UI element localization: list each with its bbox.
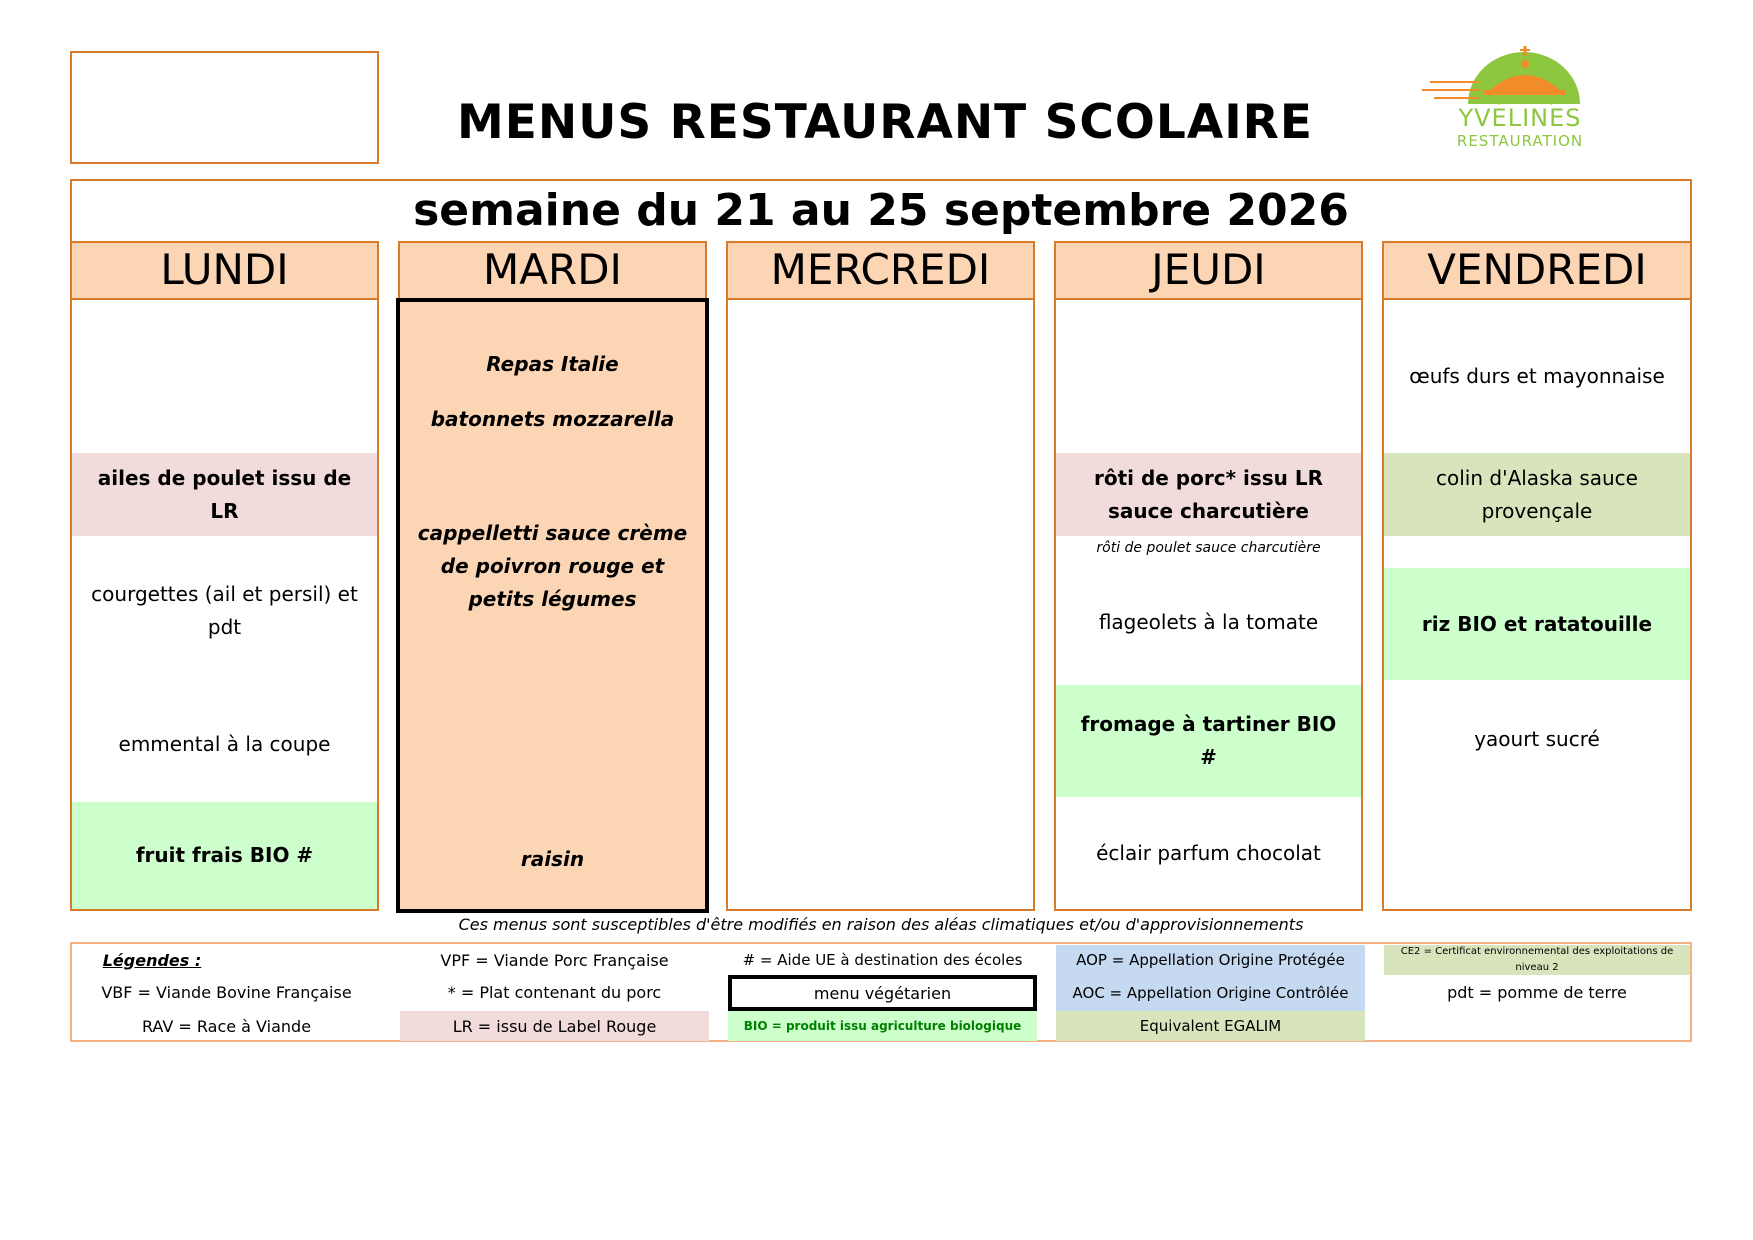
- lundi-starter: [72, 300, 377, 453]
- column-mercredi: [726, 241, 1035, 911]
- school-info-box: [70, 51, 379, 164]
- jeudi-dessert: éclair parfum chocolat: [1096, 840, 1321, 865]
- legend-title: Légendes :: [102, 950, 202, 970]
- page-title: MENUS RESTAURANT SCOLAIRE: [457, 95, 1313, 150]
- day-header-vendredi: VENDREDI: [1382, 241, 1692, 300]
- day-header-mardi: MARDI: [398, 241, 707, 300]
- jeudi-alternative: rôti de poulet sauce charcutière: [1096, 540, 1321, 556]
- jeudi-cheese: fromage à tartiner BIO #: [1056, 685, 1361, 797]
- legend-table: [70, 942, 1692, 1042]
- jeudi-main: rôti de porc* issu LR sauce charcutière: [1056, 453, 1361, 536]
- legend-vbf: VBF = Viande Bovine Française: [101, 982, 352, 1002]
- legend-aop: AOP = Appellation Origine Protégée: [1056, 945, 1365, 975]
- day-header-lundi: LUNDI: [70, 241, 379, 300]
- mardi-dessert: raisin: [520, 847, 585, 871]
- vendredi-cheese: yaourt sucré: [1474, 726, 1600, 751]
- lundi-cheese: emmental à la coupe: [118, 731, 331, 756]
- vendredi-main: colin d'Alaska sauce provençale: [1384, 453, 1690, 536]
- logo-text-restauration: RESTAURATION: [1456, 132, 1584, 150]
- legend-vpf: VPF = Viande Porc Française: [440, 950, 669, 970]
- legend-ce2: CE2 = Certificat environnemental des exploitations de niveau 2: [1384, 945, 1690, 975]
- week-title: semaine du 21 au 25 septembre 2026: [70, 179, 1692, 241]
- jeudi-starter: [1056, 300, 1361, 453]
- legend-label-rouge: LR = issu de Label Rouge: [400, 1011, 709, 1041]
- mardi-theme: Repas Italie: [486, 352, 619, 376]
- lundi-dessert: fruit frais BIO #: [72, 802, 377, 909]
- legend-porc: * = Plat contenant du porc: [447, 982, 662, 1002]
- jeudi-side: flageolets à la tomate: [1098, 610, 1319, 634]
- day-header-mercredi: MERCREDI: [726, 241, 1035, 300]
- legend-vegetarian: menu végétarien: [728, 975, 1037, 1011]
- logo-sun-icon: [1420, 38, 1600, 108]
- legend-bio: BIO = produit issu agriculture biologique: [728, 1011, 1037, 1041]
- legend-aoc: AOC = Appellation Origine Contrôlée: [1056, 975, 1365, 1011]
- logo-text-yvelines: YVELINES: [1458, 104, 1582, 132]
- lundi-main: ailes de poulet issu de LR: [72, 453, 377, 536]
- vendredi-starter: œufs durs et mayonnaise: [1409, 364, 1665, 388]
- legend-pdt: pdt = pomme de terre: [1447, 982, 1627, 1002]
- legend-aide-ue: # = Aide UE à destination des écoles: [742, 951, 1023, 969]
- mardi-starter: batonnets mozzarella: [430, 407, 675, 431]
- yvelines-restauration-logo: [1420, 38, 1600, 158]
- vendredi-dessert: [1384, 798, 1690, 909]
- day-header-jeudi: JEUDI: [1054, 241, 1363, 300]
- mardi-vegetarian-menu: [396, 298, 709, 913]
- legend-egalim: Equivalent EGALIM: [1056, 1011, 1365, 1041]
- disclaimer-note: Ces menus sont susceptibles d'être modifiés en raison des aléas climatiques et/ou d'approvisionnements: [458, 915, 1304, 934]
- vendredi-side: riz BIO et ratatouille: [1384, 568, 1690, 680]
- mardi-main: cappelletti sauce crème de poivron rouge et petits légumes: [417, 521, 688, 611]
- lundi-side: courgettes (ail et persil) et pdt: [91, 582, 358, 639]
- legend-rav: RAV = Race à Viande: [141, 1016, 312, 1036]
